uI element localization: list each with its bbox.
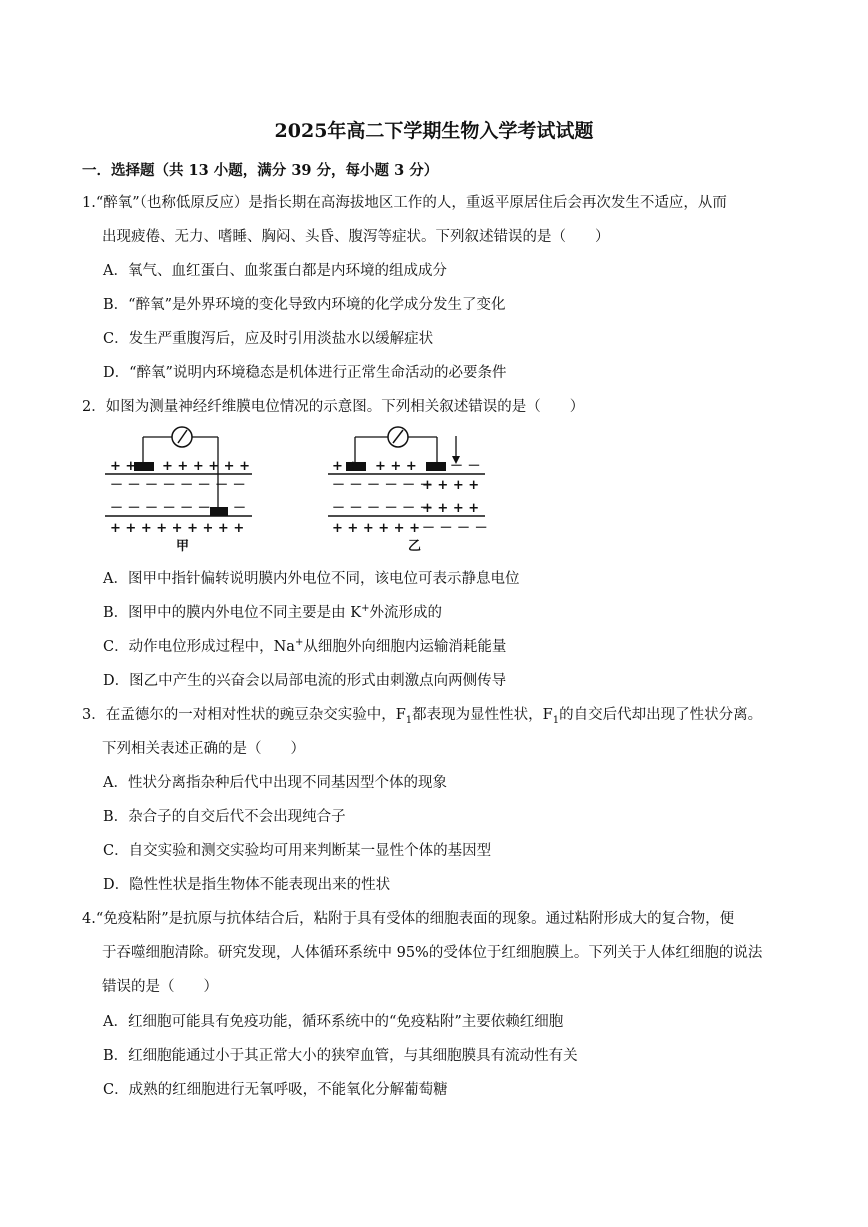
svg-text:－ －: － － bbox=[450, 459, 481, 474]
q2-option-c: C．动作电位形成过程中，Na+从细胞外向细胞内运输消耗能量 bbox=[103, 637, 507, 655]
section-heading: 一．选择题（共 13 小题，满分 39 分，每小题 3 分） bbox=[82, 162, 439, 179]
q3-option-d: D．隐性性状是指生物体不能表现出来的性状 bbox=[103, 877, 391, 893]
q2-option-a: A．图甲中指针偏转说明膜内外电位不同，该电位可表示静息电位 bbox=[103, 571, 520, 587]
q1-option-c: C．发生严重腹泻后，应及时引用淡盐水以缓解症状 bbox=[103, 331, 434, 347]
q2-option-b: B．图甲中的膜内外电位不同主要是由 K+外流形成的 bbox=[103, 603, 442, 621]
svg-text:－ － － － － －: － － － － － － bbox=[332, 501, 433, 516]
electrode-outer-jia bbox=[134, 462, 154, 471]
q1-stem-line1: 1.“醉氧”（也称低原反应）是指长期在高海拔地区工作的人，重返平原居住后会再次发生不适应，从而 bbox=[82, 195, 727, 211]
svg-text:+ + +: + + + bbox=[375, 459, 417, 474]
page-title: 2025年高二下学期生物入学考试试题 bbox=[274, 120, 594, 142]
q4-option-a: A．红细胞可能具有免疫功能，循环系统中的“免疫粘附”主要依赖红细胞 bbox=[103, 1014, 564, 1030]
q3-stem-line1: 3．在孟德尔的一对相对性状的豌豆杂交实验中，$F_1$都表现为显性性状，$F_1$的自交后代却出现了性状分离。 bbox=[82, 707, 763, 726]
svg-text:－ － － － － － － －: － － － － － － － － bbox=[110, 478, 246, 493]
svg-text:+ + + + + + + + +: + + + + + + + + + bbox=[110, 521, 245, 536]
electrode-b-yi bbox=[426, 462, 446, 471]
svg-text:－ － － －: － － － － bbox=[422, 521, 488, 536]
q1-option-a: A．氧气、血红蛋白、血浆蛋白都是内环境的组成成分 bbox=[103, 263, 447, 279]
svg-text:+ +: + + bbox=[332, 459, 359, 474]
q1-option-d: D．“醉氧”说明内环境稳态是机体进行正常生命活动的必要条件 bbox=[103, 365, 507, 381]
q3-option-b: B．杂合子的自交后代不会出现纯合子 bbox=[103, 809, 346, 825]
svg-text:+ + + + + +: + + + + + + bbox=[162, 459, 250, 474]
q4-stem-line3: 错误的是（ ） bbox=[102, 979, 218, 995]
fig-label-yi: 乙 bbox=[408, 539, 422, 554]
membrane-diagram bbox=[100, 420, 500, 560]
svg-text:+ + + + + +: + + + + + + bbox=[332, 521, 420, 536]
svg-text:－: － bbox=[233, 501, 247, 516]
q1-stem-line2: 出现疲倦、无力、嗜睡、胸闷、头昏、腹泻等症状。下列叙述错误的是（ ） bbox=[102, 229, 610, 245]
q3-option-c: C．自交实验和测交实验均可用来判断某一显性个体的基因型 bbox=[103, 843, 492, 859]
svg-text:－ － － － － －: － － － － － － bbox=[332, 478, 433, 493]
q2-option-d: D．图乙中产生的兴奋会以局部电流的形式由刺激点向两侧传导 bbox=[103, 673, 507, 689]
svg-text:－ － － － － －: － － － － － － bbox=[110, 501, 211, 516]
q4-option-b: B．红细胞能通过小于其正常大小的狭窄血管，与其细胞膜具有流动性有关 bbox=[103, 1048, 578, 1064]
q3-stem-line2: 下列相关表述正确的是（ ） bbox=[102, 741, 305, 757]
svg-text:+ + + +: + + + + bbox=[422, 501, 480, 516]
q4-stem-line2: 于吞噬细胞清除。研究发现，人体循环系统中 95%的受体位于红细胞膜上。下列关于人体红细胞的说法 bbox=[102, 945, 763, 961]
electrode-inner-jia bbox=[210, 507, 228, 516]
q4-stem-line1: 4.“免疫粘附”是抗原与抗体结合后，粘附于具有受体的细胞表面的现象。通过粘附形成大的复合物，便 bbox=[82, 911, 735, 927]
q4-option-c: C．成熟的红细胞进行无氧呼吸，不能氧化分解葡萄糖 bbox=[103, 1082, 448, 1098]
membrane-potential-figure bbox=[100, 420, 500, 560]
fig-label-jia: 甲 bbox=[176, 539, 190, 554]
q3-option-a: A．性状分离指杂种后代中出现不同基因型个体的现象 bbox=[103, 775, 447, 791]
svg-text:+ +: + + bbox=[110, 459, 137, 474]
q1-option-b: B．“醉氧”是外界环境的变化导致内环境的化学成分发生了变化 bbox=[103, 297, 506, 313]
svg-text:+ + + +: + + + + bbox=[422, 478, 480, 493]
q2-stem: 2．如图为测量神经纤维膜电位情况的示意图。下列相关叙述错误的是（ ） bbox=[82, 399, 585, 415]
